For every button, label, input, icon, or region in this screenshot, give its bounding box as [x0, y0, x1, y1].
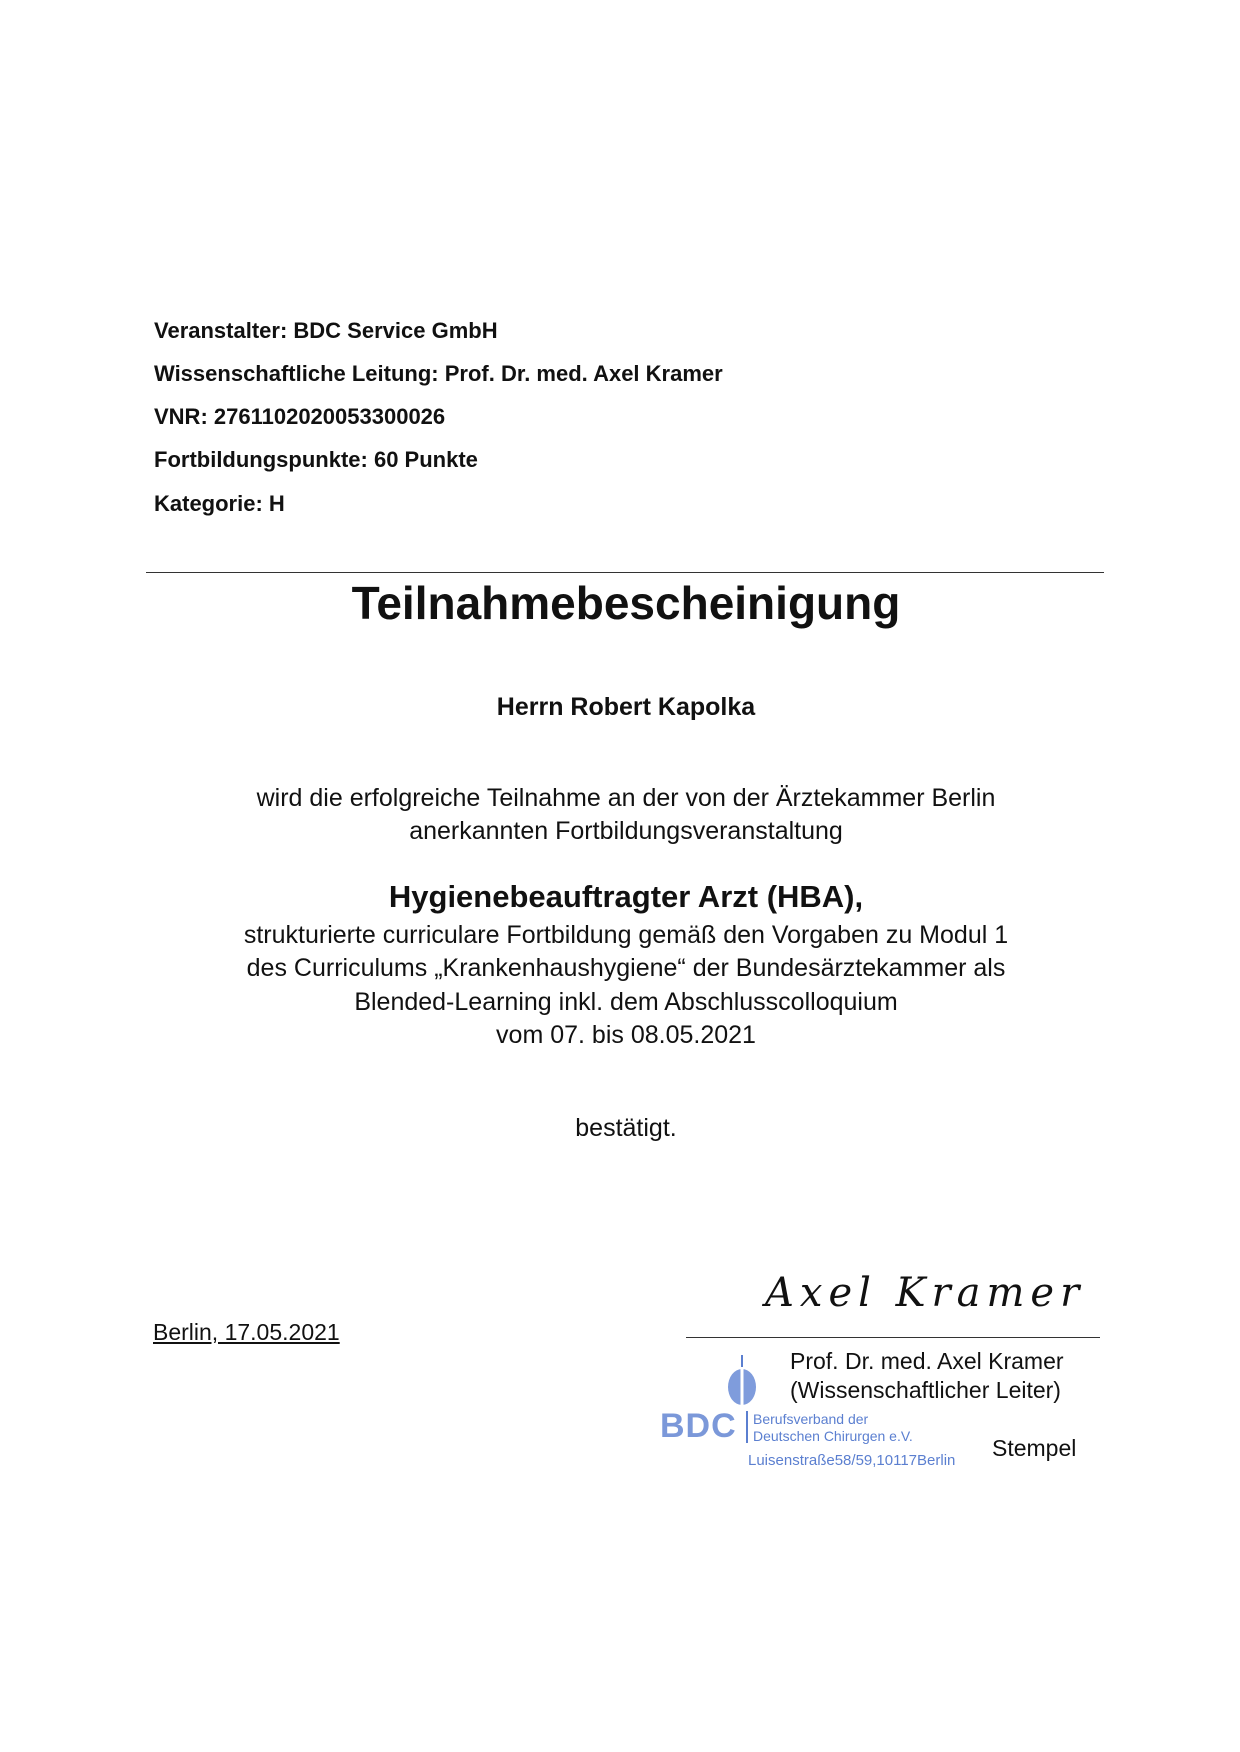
signature-line — [686, 1337, 1100, 1338]
stamp-line-2: Deutschen Chirurgen e.V. — [753, 1428, 913, 1444]
bdc-logo-icon — [722, 1355, 762, 1415]
body-line-6: vom 07. bis 08.05.2021 — [496, 1021, 756, 1049]
organizer: Veranstalter: BDC Service GmbH — [154, 318, 498, 343]
bdc-stamp — [660, 1355, 1000, 1485]
body-line-4: des Curriculums „Krankenhaushygiene“ der Bundesärztekammer als — [246, 954, 1006, 982]
signer-name: Prof. Dr. med. Axel Kramer — [790, 1348, 1064, 1374]
course-title: Hygienebeauftragter Arzt (HBA), — [388, 879, 864, 914]
body-line-5: Blended-Learning inkl. dem Abschlusscolloquium — [354, 988, 898, 1016]
recipient: Herrn Robert Kapolka — [496, 693, 756, 721]
place-date: Berlin, 17.05.2021 — [153, 1319, 340, 1345]
stamp-line-1: Berufsverband der — [753, 1411, 869, 1427]
signature-text: Axel Kramer — [765, 1270, 1086, 1316]
stamp-logo: BDC — [660, 1407, 737, 1445]
stamp-address: Luisenstraße58/59,10117Berlin — [748, 1452, 956, 1469]
confirmed: bestätigt. — [575, 1114, 677, 1142]
signature — [765, 1270, 1085, 1316]
points: Fortbildungspunkte: 60 Punkte — [154, 447, 478, 472]
category: Kategorie: H — [154, 491, 285, 516]
signer-role: (Wissenschaftlicher Leiter) — [790, 1377, 1061, 1403]
vnr: VNR: 2761102020053300026 — [154, 404, 446, 429]
body-line-2: anerkannten Fortbildungsveranstaltung — [409, 817, 843, 845]
stamp-label: Stempel — [992, 1435, 1077, 1461]
page-title: Teilnahmebescheinigung — [351, 577, 901, 629]
body-line-3: strukturierte curriculare Fortbildung gemäß den Vorgaben zu Modul 1 — [243, 921, 1009, 949]
scientific-lead: Wissenschaftliche Leitung: Prof. Dr. med. Axel Kramer — [154, 361, 723, 386]
body-line-1: wird die erfolgreiche Teilnahme an der von der Ärztekammer Berlin — [256, 784, 996, 812]
divider — [146, 572, 1104, 573]
